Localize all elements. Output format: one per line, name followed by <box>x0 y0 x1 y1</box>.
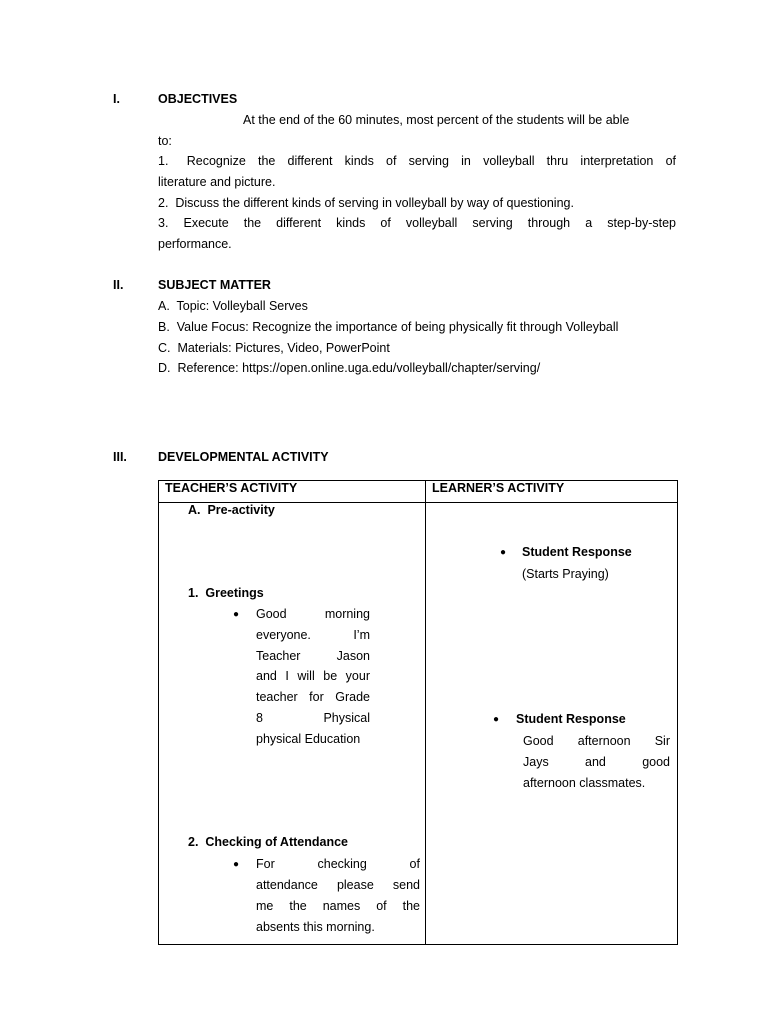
subject-value-focus: B. Value Focus: Recognize the importance of being physically fit through Volleyball <box>158 320 619 334</box>
section-3-title: DEVELOPMENTAL ACTIVITY <box>158 450 329 464</box>
pre-activity-heading: A. Pre-activity <box>188 503 275 517</box>
greeting-line: everyone. I’m <box>256 628 370 642</box>
objective-1-line2: literature and picture. <box>158 175 276 189</box>
attendance-line: absents this morning. <box>256 920 375 934</box>
attendance-line: For checking of <box>256 857 420 871</box>
learner-activity-cell <box>426 503 678 945</box>
attendance-heading: 2. Checking of Attendance <box>188 835 348 849</box>
objectives-intro-line1: At the end of the 60 minutes, most percent of the students will be able <box>243 113 630 127</box>
section-2-title: SUBJECT MATTER <box>158 278 271 292</box>
section-1-title: OBJECTIVES <box>158 92 238 106</box>
greetings-heading: 1. Greetings <box>188 586 264 600</box>
attendance-line: me the names of the <box>256 899 420 913</box>
subject-reference: D. Reference: https://open.online.uga.edu/volleyball/chapter/serving/ <box>158 361 541 375</box>
section-3-number: III. <box>113 450 127 464</box>
teacher-activity-cell <box>159 503 426 945</box>
student-response-label: Student Response <box>516 712 626 726</box>
student-response-line: Jays and good <box>523 755 670 769</box>
teacher-activity-header: TEACHER’S ACTIVITY <box>159 481 426 503</box>
objectives-intro-line2: to: <box>158 134 172 148</box>
student-response-text: (Starts Praying) <box>522 567 609 581</box>
section-2-number: II. <box>113 278 124 292</box>
bullet-icon: ● <box>500 547 507 558</box>
bullet-icon: ● <box>493 714 500 725</box>
bullet-icon: ● <box>233 859 240 870</box>
student-response-line: afternoon classmates. <box>523 776 646 790</box>
student-response-label: Student Response <box>522 545 632 559</box>
bullet-icon: ● <box>233 609 240 620</box>
attendance-line: attendance please send <box>256 878 420 892</box>
greeting-line: and I will be your <box>256 669 370 683</box>
learner-activity-header: LEARNER’S ACTIVITY <box>426 481 678 503</box>
section-1-number: I. <box>113 92 120 106</box>
greeting-line: Teacher Jason <box>256 649 370 663</box>
greeting-line: 8 Physical <box>256 711 370 725</box>
greeting-line: Good morning <box>256 607 370 621</box>
objective-3-line1: 3. Execute the different kinds of volleyball serving through a step-by-step <box>158 216 676 230</box>
greeting-line: teacher for Grade <box>256 690 370 704</box>
objective-1-line1: 1. Recognize the different kinds of serving in volleyball thru interpretation of <box>158 154 676 168</box>
subject-topic: A. Topic: Volleyball Serves <box>158 299 308 313</box>
activity-table <box>158 480 678 945</box>
subject-materials: C. Materials: Pictures, Video, PowerPoint <box>158 341 390 355</box>
student-response-line: Good afternoon Sir <box>523 734 670 748</box>
greeting-line: physical Education <box>256 732 361 746</box>
objective-3-line2: performance. <box>158 237 232 251</box>
objective-2: 2. Discuss the different kinds of serving in volleyball by way of questioning. <box>158 196 574 210</box>
